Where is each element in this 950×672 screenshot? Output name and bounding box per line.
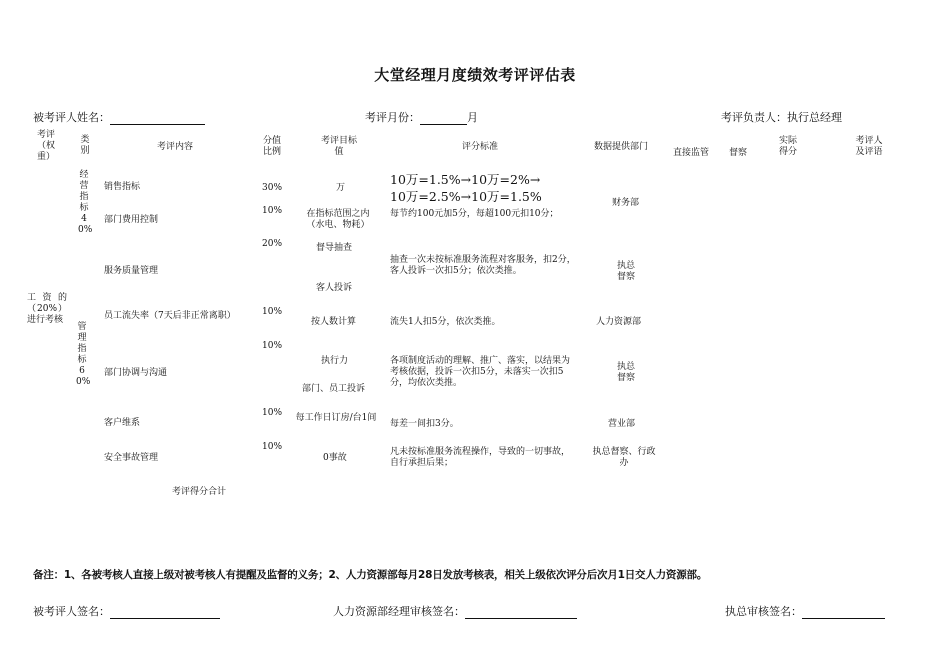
col-target-header: 考评目标值 — [320, 136, 357, 157]
row-customer-ratio: 10% — [262, 408, 283, 418]
row-safety-content: 安全事故管理 — [104, 453, 159, 463]
row-turnover-criteria: 流失1人扣5分，依次类推。 — [390, 317, 501, 327]
responsible-label: 考评负责人：执行总经理 — [721, 111, 842, 124]
row-safety-dept: 执总督察、行政办 — [592, 447, 656, 468]
row-customer-content: 客户维系 — [104, 418, 141, 428]
row-cost-target: 在指标范围之内（水电、物耗） — [306, 209, 370, 230]
row-sales-content: 销售指标 — [104, 182, 141, 192]
row-coordination-target2: 部门、员工投诉 — [302, 384, 366, 394]
evaluatee-name-label: 被考评人姓名： — [33, 111, 110, 124]
row-coordination-dept: 执总督察 — [617, 362, 636, 383]
row-safety-ratio: 10% — [262, 442, 283, 452]
group-weight-label: 工资的（20%）进行考核 — [27, 293, 67, 325]
hr-manager-signature-field — [333, 603, 577, 619]
row-cost-ratio: 10% — [262, 206, 283, 216]
hr-manager-signature-blank — [465, 606, 577, 619]
row-customer-dept: 营业部 — [608, 419, 636, 429]
row-turnover-dept: 人力资源部 — [596, 317, 642, 327]
col-supervisor-header: 直接监管 — [672, 148, 709, 158]
col-category-header: 类别 — [80, 135, 90, 156]
total-score-label: 考评得分合计 — [172, 487, 227, 497]
evaluatee-signature-blank — [110, 606, 220, 619]
row-cost-content: 部门费用控制 — [104, 215, 159, 225]
col-reviewer-header: 考评人及评语 — [855, 136, 883, 157]
month-suffix: 月 — [467, 111, 478, 124]
row-customer-target: 每工作日订房/台1间 — [295, 413, 377, 423]
evaluatee-name-blank — [110, 112, 205, 125]
col-ratio-header: 分值比例 — [262, 136, 281, 157]
row-service-criteria: 抽查一次未按标准服务流程对客服务，扣2分，客人投诉一次扣5分；依次类推。 — [390, 255, 576, 276]
row-safety-criteria: 凡未按标准服务流程操作，导致的一切事故，自行承担后果； — [390, 447, 571, 468]
row-sales-ratio: 30% — [262, 183, 283, 193]
row-safety-target: 0事故 — [323, 453, 347, 463]
row-coordination-target1: 执行力 — [321, 356, 349, 366]
row-sales-criteria-line2: 10万=2.5%→10万=1.5% — [390, 189, 542, 204]
hr-manager-signature-label: 人力资源部经理审核签名： — [333, 605, 465, 618]
executive-signature-field — [725, 603, 885, 619]
row-service-content: 服务质量管理 — [104, 266, 159, 276]
row-service-dept: 执总督察 — [617, 261, 636, 282]
col-inspector-header: 督察 — [728, 148, 747, 158]
row-sales-target: 万 — [336, 183, 346, 193]
evaluatee-signature-field — [33, 603, 220, 619]
row-service-target2: 客人投诉 — [316, 283, 353, 293]
evaluatee-name-field — [33, 109, 205, 125]
row-coordination-content: 部门协调与沟通 — [104, 368, 168, 378]
row-turnover-target: 按人数计算 — [311, 317, 357, 327]
row-turnover-content: 员工流失率（7天后非正常离职） — [104, 311, 236, 321]
row-coordination-criteria: 各项制度活动的理解、推广、落实，以结果为考核依据，投诉一次扣5分，未落实一次扣5分，均依次类推。 — [390, 356, 571, 388]
row-sales-criteria — [390, 171, 542, 205]
remarks-note: 备注：1、各被考核人直接上级对被考核人有提醒及监督的义务；2、人力资源部每月28日发放考核表，相关上级依次评分后次月1日交人力资源部。 — [33, 569, 708, 581]
executive-signature-blank — [802, 606, 885, 619]
row-finance-dept: 财务部 — [612, 198, 640, 208]
row-sales-criteria-line1: 10万=1.5%→10万=2%→ — [390, 172, 541, 187]
row-customer-criteria: 每差一间扣3分。 — [390, 419, 459, 429]
page-title: 大堂经理月度绩效考评评估表 — [374, 66, 576, 84]
row-coordination-ratio: 10% — [262, 341, 283, 351]
month-field — [365, 109, 478, 125]
row-service-ratio: 20% — [262, 239, 283, 249]
row-turnover-ratio: 10% — [262, 307, 283, 317]
category-management: 管理指标60% — [76, 322, 91, 387]
category-operating: 经营指标40% — [78, 170, 93, 235]
row-service-target1: 督导抽查 — [316, 243, 353, 253]
col-dept-header: 数据提供部门 — [593, 142, 648, 152]
col-actual-header: 实际得分 — [778, 136, 797, 157]
row-cost-criteria: 每节约100元加5分，每超100元扣10分； — [390, 209, 559, 219]
month-blank — [420, 112, 467, 125]
executive-signature-label: 执总审核签名： — [725, 605, 802, 618]
col-content-header: 考评内容 — [156, 142, 193, 152]
col-weight-header: 考评（权重） — [36, 130, 55, 162]
month-label: 考评月份： — [365, 111, 420, 124]
col-criteria-header: 评分标准 — [461, 142, 498, 152]
evaluatee-signature-label: 被考评人签名： — [33, 605, 110, 618]
